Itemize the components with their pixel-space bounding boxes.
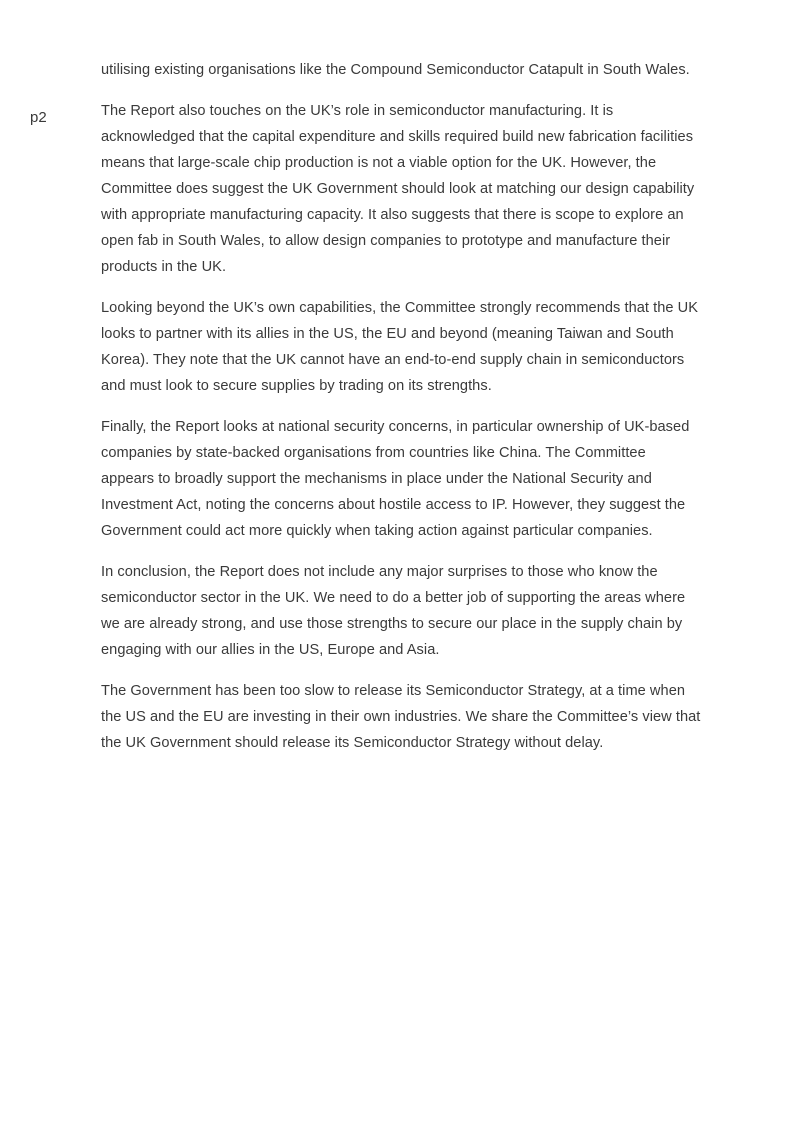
paragraph-conclusion: In conclusion, the Report does not include any major surprises to those who know the semiconductor sector in the UK. We need to do a better job of supporting the areas where we are already strong, and use those strengths to secure our place in the supply chain by engaging with our allies in the US, Europe and Asia. bbox=[101, 564, 686, 658]
paragraph-continuation: utilising existing organisations like the Compound Semiconductor Catapult in South Wales. bbox=[101, 62, 690, 78]
paragraph-national-security: Finally, the Report looks at national security concerns, in particular ownership of UK-based companies by state-backed organisations from countries like China. The Committee appears to broadly support the mechanisms in place under the National Security and Investment Act, noting the concerns about hostile access to IP. However, they suggest the Government could act more quickly when taking action against particular companies. bbox=[101, 419, 690, 539]
paragraph-allies: Looking beyond the UK’s own capabilities, the Committee strongly recommends that the UK looks to partner with its allies in the US, the EU and beyond (meaning Taiwan and South Korea). They note that the UK cannot have an end-to-end supply chain in semiconductors and must look to secure supplies by trading on its strengths. bbox=[101, 300, 699, 394]
page-number: p2 bbox=[30, 109, 47, 126]
paragraph-strategy: The Government has been too slow to release its Semiconductor Strategy, at a time when the US and the EU are investing in their own industries. We share the Committee’s view that the UK Government should release its Semiconductor Strategy without delay. bbox=[101, 683, 701, 751]
document-body bbox=[101, 57, 701, 771]
paragraph-manufacturing: The Report also touches on the UK’s role in semiconductor manufacturing. It is acknowledged that the capital expenditure and skills required build new fabrication facilities means that large-scale chip production is not a viable option for the UK. However, the Committee does suggest the UK Government should look at matching our design capability with appropriate manufacturing capacity. It also suggests that there is scope to explore an open fab in South Wales, to allow design companies to prototype and manufacture their products in the UK. bbox=[101, 103, 695, 275]
